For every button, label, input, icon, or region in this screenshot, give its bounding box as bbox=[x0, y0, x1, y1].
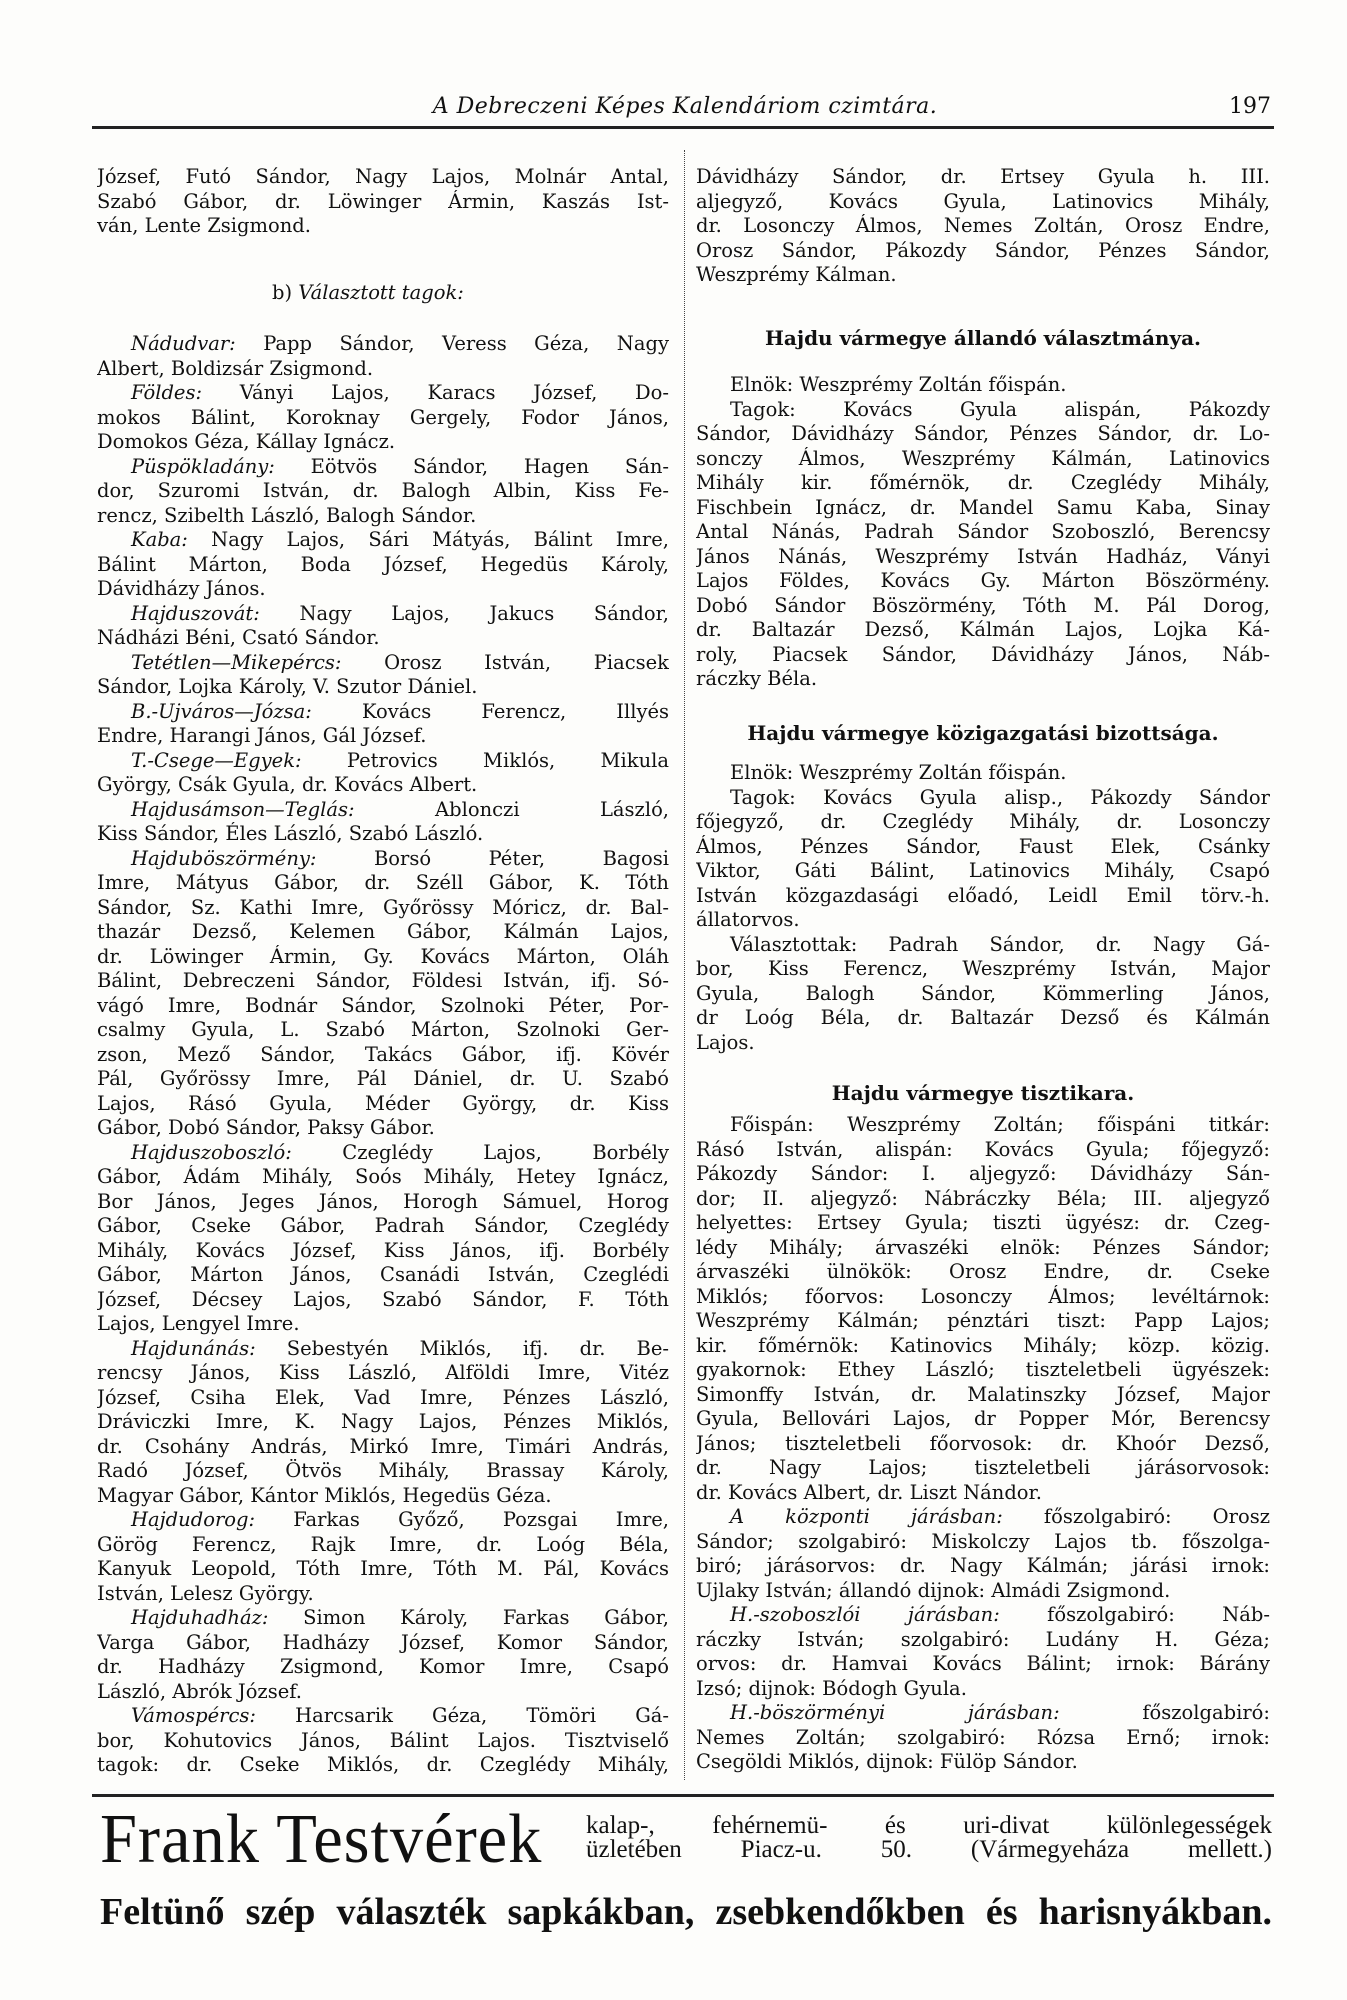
subheading-prefix: b) bbox=[272, 281, 293, 304]
line-text: aljegyző, Kovács Gyula, Latinovics Mihály, bbox=[696, 189, 1270, 213]
entry-line bbox=[97, 945, 669, 970]
line-text: János; tiszteletbeli főorvosok: dr. Khoór Dezső, bbox=[696, 1431, 1270, 1455]
entry-label: Vámospércs: bbox=[131, 1704, 256, 1727]
line-text: Lajos, Lengyel Imre. bbox=[97, 1312, 300, 1335]
line-text: Padrah Sándor, dr. Nagy Gá- bbox=[888, 932, 1270, 956]
entry-label: Elnök: bbox=[730, 373, 794, 396]
entry-line bbox=[696, 1677, 1270, 1702]
line-text: dr. Losonczy Álmos, Nemes Zoltán, Orosz Endre, bbox=[696, 214, 1270, 237]
line-text: Weszprémy Kálman. bbox=[696, 263, 897, 286]
entry-label: Földes: bbox=[131, 381, 203, 404]
line-text: Gábor, Dobó Sándor, Paksy Gábor. bbox=[97, 1116, 435, 1139]
entry-line bbox=[696, 884, 1270, 909]
entry-line bbox=[696, 643, 1270, 668]
entry-label: Tetétlen—Mikepércs: bbox=[131, 650, 342, 674]
entry-line bbox=[97, 675, 669, 700]
text-line bbox=[97, 165, 669, 190]
line-text: dr. Löwinger Ármin, Gy. Kovács Márton, Oláh bbox=[97, 944, 669, 968]
advert-line-1: kalap-, fehérnemü- és uri-divat különlegességek bbox=[586, 1812, 1272, 1839]
line-text: Viktor, Gáti Bálint, Latinovics Mihály, Csapó bbox=[696, 859, 1270, 882]
line-text: Lajos. bbox=[696, 1030, 755, 1054]
entry-line bbox=[696, 1432, 1270, 1457]
line-text: Lajos, Rásó Gyula, Méder György, dr. Kiss bbox=[97, 1091, 669, 1115]
line-text: Ablonczi László, bbox=[435, 797, 669, 821]
entry-label: Hajdusámson—Teglás: bbox=[131, 797, 355, 821]
line-text: Izsó; dijnok: Bódogh Gyula. bbox=[696, 1676, 967, 1700]
advert-tagline: Feltünő szép választék sapkákban, zsebkendőkben és harisnyákban. bbox=[100, 1891, 1272, 1933]
entry-line bbox=[696, 957, 1270, 982]
line-text: István, Lelesz György. bbox=[97, 1581, 314, 1605]
line-text: helyettes: Ertsey Gyula; tiszti ügyész: dr. Czeg- bbox=[696, 1211, 1270, 1234]
entry-label: Elnök: bbox=[730, 761, 794, 784]
line-text: Szabó Gábor, dr. Löwinger Ármin, Kaszás Ist- bbox=[97, 189, 669, 213]
entry-first-line bbox=[97, 332, 669, 357]
line-text: József, Futó Sándor, Nagy Lajos, Molnár Antal, bbox=[97, 165, 669, 188]
entry-first-line bbox=[696, 398, 1270, 423]
entry-line bbox=[696, 520, 1270, 545]
line-text: Ujlaky István; állandó dijnok: Almádi Zsigmond. bbox=[696, 1578, 1171, 1602]
advert-rule bbox=[92, 1794, 1274, 1797]
line-text: Kovács Gyula alispán, Pákozdy bbox=[843, 397, 1270, 421]
entry-line bbox=[97, 969, 669, 994]
entry-line bbox=[97, 1067, 669, 1092]
line-text: bor, Kiss Ferencz, Weszprémy István, Major bbox=[696, 957, 1270, 980]
line-text: Bor János, Jeges János, Horogh Sámuel, Horog bbox=[97, 1189, 669, 1213]
line-text: József, Décsey Lajos, Szabó Sándor, F. Tóth bbox=[97, 1287, 669, 1311]
entry-line bbox=[97, 1557, 669, 1582]
line-text: Weszprémy Kálmán; pénztári tiszt: Papp Lajos; bbox=[696, 1309, 1270, 1332]
entry-line bbox=[97, 357, 669, 382]
line-text: Simon Károly, Farkas Gábor, bbox=[303, 1606, 669, 1629]
entry-first-line bbox=[97, 798, 669, 823]
line-text: Czeglédy Lajos, Borbély bbox=[342, 1140, 669, 1164]
subheading-title: Választott tagok: bbox=[298, 281, 464, 304]
entry-line bbox=[696, 982, 1270, 1007]
entry-line bbox=[97, 1312, 669, 1337]
entry-line bbox=[696, 1285, 1270, 1310]
line-text: Miklós; főorvos: Losonczy Álmos; levéltárnok: bbox=[696, 1284, 1270, 1308]
section-heading-administrative-committee: Hajdu vármegye közigazgatási bizottsága. bbox=[747, 721, 1219, 745]
entry-line bbox=[696, 1031, 1270, 1056]
entry-line bbox=[696, 1530, 1270, 1555]
line-text: dr. Csohány András, Mirkó Imre, Timári András, bbox=[97, 1434, 669, 1458]
entry-first-line bbox=[97, 1337, 669, 1362]
entry-line bbox=[696, 1628, 1270, 1653]
line-text: dr. Nagy Lajos; tiszteletbeli járásorvosok: bbox=[696, 1456, 1270, 1479]
line-text: árvaszéki ülnökök: Orosz Endre, dr. Cseke bbox=[696, 1260, 1270, 1283]
text-line bbox=[696, 214, 1270, 239]
line-text: Antal Nánás, Padrah Sándor Szoboszló, Berencsy bbox=[696, 520, 1270, 543]
line-text: Weszprémy Zoltán; főispáni titkár: bbox=[847, 1113, 1270, 1136]
entry-line bbox=[97, 406, 669, 431]
line-text: Nádházi Béni, Csató Sándor. bbox=[97, 626, 380, 649]
line-text: Ványi Lajos, Karacs József, Do- bbox=[239, 381, 669, 404]
line-text: Magyar Gábor, Kántor Miklós, Hegedüs Géza. bbox=[97, 1483, 552, 1507]
line-text: Dávidházy Sándor, dr. Ertsey Gyula h. III. bbox=[696, 165, 1270, 188]
entry-line bbox=[696, 667, 1270, 692]
entry-line bbox=[696, 1481, 1270, 1506]
line-text: gyakornok: Ethey László; tiszteletbeli ügyészek: bbox=[696, 1358, 1270, 1381]
entry-line bbox=[696, 569, 1270, 594]
entry-first-line bbox=[696, 373, 1270, 398]
advert-line-2: üzletében Piacz-u. 50. (Vármegyeháza mellett.) bbox=[586, 1836, 1272, 1863]
entry-line bbox=[696, 1260, 1270, 1285]
line-text: Bálint Márton, Boda József, Hegedüs Károly, bbox=[97, 552, 669, 576]
line-text: biró; járásorvos: dr. Nagy Kálmán; járási irnok: bbox=[696, 1554, 1270, 1577]
entry-line bbox=[696, 1358, 1270, 1383]
administrative-committee-entries bbox=[696, 761, 1270, 1055]
line-text: dor, Szuromi István, dr. Balogh Albin, Kiss Fe- bbox=[97, 479, 669, 502]
line-text: Görög Ferencz, Rajk Imre, dr. Loóg Béla, bbox=[97, 1532, 669, 1556]
entry-first-line bbox=[97, 455, 669, 480]
line-text: Nagy Lajos, Sári Mátyás, Bálint Imre, bbox=[211, 528, 669, 551]
entry-label: B.-Ujváros—Józsa: bbox=[131, 699, 312, 723]
entry-label: A központi járásban: bbox=[730, 1505, 1003, 1528]
entry-first-line bbox=[97, 1141, 669, 1166]
entry-label: Hajduszoboszló: bbox=[131, 1140, 292, 1164]
entry-line bbox=[696, 594, 1270, 619]
entry-line bbox=[696, 1334, 1270, 1359]
line-text: Nemes Zoltán; szolgabiró: Rózsa Ernő; irnok: bbox=[696, 1725, 1270, 1749]
text-line bbox=[97, 214, 669, 239]
entry-line bbox=[97, 1582, 669, 1607]
entry-line bbox=[97, 1361, 669, 1386]
entry-first-line bbox=[696, 933, 1270, 958]
line-text: dr. Baltazár Dezső, Kálmán Lajos, Lojka Ká- bbox=[696, 618, 1270, 641]
entry-first-line bbox=[696, 1505, 1270, 1530]
line-text: Gyula, Bellovári Lajos, dr Popper Mór, Berencsy bbox=[696, 1407, 1270, 1430]
text-line bbox=[696, 263, 1270, 288]
line-text: Pál, Győrössy Imre, Pál Dániel, dr. U. Szabó bbox=[97, 1067, 669, 1090]
entry-line bbox=[97, 1092, 669, 1117]
line-text: Nagy Lajos, Jakucs Sándor, bbox=[299, 601, 669, 625]
line-text: Csegöldi Miklós, dijnok: Fülöp Sándor. bbox=[696, 1750, 1078, 1773]
line-text: ván, Lente Zsigmond. bbox=[97, 214, 311, 237]
entry-line bbox=[97, 553, 669, 578]
entry-line bbox=[97, 1655, 669, 1680]
line-text: Endre, Harangi János, Gál József. bbox=[97, 724, 427, 747]
entry-line bbox=[696, 1187, 1270, 1212]
entry-line bbox=[696, 859, 1270, 884]
entry-line bbox=[97, 504, 669, 529]
standing-committee-entries bbox=[696, 373, 1270, 692]
entry-line bbox=[97, 724, 669, 749]
entry-line bbox=[696, 1579, 1270, 1604]
line-text: Kiss Sándor, Éles László, Szabó László. bbox=[97, 822, 484, 845]
line-text: Orosz István, Piacsek bbox=[384, 650, 669, 674]
entry-line bbox=[97, 1533, 669, 1558]
entry-label: Püspökladány: bbox=[131, 454, 275, 478]
entry-label: Választottak: bbox=[730, 932, 858, 956]
line-text: Weszprémy Zoltán főispán. bbox=[799, 373, 1067, 396]
entry-line bbox=[97, 1410, 669, 1435]
line-text: István közgazdasági előadó, Leidl Emil törv.-h. bbox=[696, 883, 1270, 907]
entry-line bbox=[696, 1554, 1270, 1579]
line-text: Mihály kir. főmérnök, dr. Czeglédy Mihály, bbox=[696, 471, 1270, 494]
entry-first-line bbox=[97, 749, 669, 774]
line-text: kir. főmérnök: Katinovics Mihály; közp. közig. bbox=[696, 1333, 1270, 1357]
line-text: Weszprémy Zoltán főispán. bbox=[799, 761, 1067, 784]
line-text: László, Abrók József. bbox=[97, 1679, 302, 1703]
line-text: tagok: dr. Cseke Miklós, dr. Czeglédy Mihály, bbox=[97, 1753, 669, 1776]
text-line bbox=[696, 190, 1270, 215]
entry-line bbox=[97, 1190, 669, 1215]
line-text: Simonffy István, dr. Malatinszky József, Major bbox=[696, 1382, 1270, 1406]
entry-line bbox=[97, 1165, 669, 1190]
entry-first-line bbox=[696, 786, 1270, 811]
line-text: János Nánás, Weszprémy István Hadház, Ványi bbox=[696, 544, 1270, 568]
line-text: Harcsarik Géza, Tömöri Gá- bbox=[295, 1704, 669, 1727]
column-divider bbox=[684, 150, 685, 1780]
entry-line bbox=[97, 1729, 669, 1754]
left-intro-paragraph bbox=[97, 165, 669, 239]
entry-line bbox=[97, 1631, 669, 1656]
entry-line bbox=[696, 1211, 1270, 1236]
entry-line bbox=[97, 626, 669, 651]
line-text: állatorvos. bbox=[696, 908, 800, 931]
line-text: Dráviczki Imre, K. Nagy Lajos, Pénzes Miklós, bbox=[97, 1410, 669, 1433]
entry-line bbox=[696, 1309, 1270, 1334]
line-text: Fischbein Ignácz, dr. Mandel Samu Kaba, Sinay bbox=[696, 495, 1270, 519]
line-text: főjegyző, dr. Czeglédy Mihály, dr. Losonczy bbox=[696, 810, 1270, 833]
line-text: György, Csák Gyula, dr. Kovács Albert. bbox=[97, 773, 478, 796]
entry-label: Tagok: bbox=[730, 785, 796, 809]
line-text: dor; II. aljegyző: Nábráczky Béla; III. aljegyző bbox=[696, 1186, 1270, 1210]
line-text: Sebestyén Miklós, ifj. dr. Be- bbox=[286, 1336, 669, 1360]
line-text: thazár Dezső, Kelemen Gábor, Kálmán Lajos, bbox=[97, 920, 669, 943]
line-text: Imre, Mátyus Gábor, dr. Széll Gábor, K. Tóth bbox=[97, 871, 669, 894]
entry-label: H.-szoboszlói járásban: bbox=[730, 1603, 1000, 1626]
text-line bbox=[696, 239, 1270, 264]
entry-line bbox=[97, 1239, 669, 1264]
line-text: mokos Bálint, Koroknay Gergely, Fodor János, bbox=[97, 405, 669, 429]
entry-line bbox=[97, 1116, 669, 1141]
line-text: lédy Mihály; árvaszéki elnök: Pénzes Sándor; bbox=[696, 1235, 1270, 1259]
subheading-elected-members bbox=[272, 281, 464, 306]
entry-line bbox=[696, 545, 1270, 570]
entry-line bbox=[97, 1484, 669, 1509]
line-text: zson, Mező Sándor, Takács Gábor, ifj. Kövér bbox=[97, 1042, 669, 1066]
line-text: Mihály, Kovács József, Kiss János, ifj. Borbély bbox=[97, 1238, 669, 1262]
entry-first-line bbox=[97, 1508, 669, 1533]
entry-line bbox=[696, 1236, 1270, 1261]
line-text: Albert, Boldizsár Zsigmond. bbox=[97, 356, 374, 380]
entry-line bbox=[97, 479, 669, 504]
section-heading-standing-committee: Hajdu vármegye állandó választmánya. bbox=[764, 326, 1201, 350]
line-text: József, Csiha Elek, Vad Imre, Pénzes László, bbox=[97, 1385, 669, 1409]
entry-first-line bbox=[97, 528, 669, 553]
line-text: dr. Kovács Albert, dr. Liszt Nándor. bbox=[696, 1480, 1042, 1504]
line-text: Dobó Sándor Böszörmény, Tóth M. Pál Dorog, bbox=[696, 593, 1270, 617]
line-text: sonczy Álmos, Weszprémy Kálmán, Latinovics bbox=[696, 446, 1270, 470]
entry-line bbox=[696, 1138, 1270, 1163]
entry-line bbox=[97, 1680, 669, 1705]
entry-first-line bbox=[97, 1704, 669, 1729]
line-text: Sándor; szolgabiró: Miskolczy Lajos tb. főszolga- bbox=[696, 1529, 1270, 1553]
entry-first-line bbox=[97, 700, 669, 725]
entry-line bbox=[97, 1214, 669, 1239]
entry-line bbox=[97, 430, 669, 455]
line-text: Papp Sándor, Veress Géza, Nagy bbox=[263, 332, 669, 355]
page-number: 197 bbox=[1229, 94, 1271, 119]
entry-line bbox=[97, 1018, 669, 1043]
entry-first-line bbox=[97, 602, 669, 627]
entry-line bbox=[696, 1006, 1270, 1031]
line-text: Sándor, Lojka Károly, V. Szutor Dániel. bbox=[97, 675, 478, 698]
entry-line bbox=[97, 577, 669, 602]
line-text: bor, Kohutovics János, Bálint Lajos. Tisztviselő bbox=[97, 1728, 669, 1752]
entry-line bbox=[97, 871, 669, 896]
line-text: Eötvös Sándor, Hagen Sán- bbox=[310, 454, 669, 478]
line-text: Radó József, Ötvös Mihály, Brassay Károly, bbox=[97, 1459, 669, 1482]
line-text: Lajos Földes, Kovács Gy. Márton Böszörmény. bbox=[696, 569, 1270, 592]
line-text: Dávidházy János. bbox=[97, 577, 266, 600]
line-text: vágó Imre, Bodnár Sándor, Szolnoki Péter, Por- bbox=[97, 993, 669, 1017]
running-header-title: A Debreczeni Képes Kalendáriom czimtára. bbox=[432, 94, 938, 119]
entry-line bbox=[97, 1386, 669, 1411]
entry-line bbox=[696, 471, 1270, 496]
advert-info bbox=[586, 1814, 1272, 1862]
line-text: Pákozdy Sándor: I. aljegyző: Dávidházy Sán- bbox=[696, 1162, 1270, 1185]
line-text: Orosz Sándor, Pákozdy Sándor, Pénzes Sándor, bbox=[696, 238, 1270, 262]
line-text: dr. Hadházy Zsigmond, Komor Imre, Csapó bbox=[97, 1655, 669, 1678]
text-line bbox=[97, 190, 669, 215]
entry-label: Hajdunánás: bbox=[131, 1336, 256, 1360]
entry-line bbox=[696, 1652, 1270, 1677]
entry-line bbox=[97, 822, 669, 847]
officials-entries bbox=[696, 1113, 1270, 1775]
entry-line bbox=[696, 835, 1270, 860]
entry-label: Főispán: bbox=[730, 1113, 814, 1136]
entry-line bbox=[696, 1407, 1270, 1432]
header-rule bbox=[92, 126, 1274, 129]
entry-line bbox=[696, 618, 1270, 643]
entry-line bbox=[97, 1043, 669, 1068]
line-text: Varga Gábor, Hadházy József, Komor Sándor, bbox=[97, 1630, 669, 1654]
entry-line bbox=[696, 810, 1270, 835]
entry-line bbox=[696, 1726, 1270, 1751]
entry-label: Nádudvar: bbox=[131, 332, 236, 355]
line-text: Bálint, Debreczeni Sándor, Földesi István, ifj. Só- bbox=[97, 969, 669, 992]
entry-line bbox=[97, 896, 669, 921]
line-text: Borsó Péter, Bagosi bbox=[373, 846, 669, 870]
entry-first-line bbox=[696, 1603, 1270, 1628]
line-text: roly, Piacsek Sándor, Dávidházy János, Náb- bbox=[696, 642, 1270, 666]
entry-label: Hajduböszörmény: bbox=[131, 846, 317, 870]
entry-line bbox=[97, 1263, 669, 1288]
line-text: főszolgabiró: bbox=[1142, 1701, 1270, 1724]
line-text: ráczky Béla. bbox=[696, 667, 818, 690]
line-text: orvos: dr. Hamvai Kovács Bálint; irnok: Bárány bbox=[696, 1652, 1270, 1675]
line-text: Gábor, Cseke Gábor, Padrah Sándor, Czeglédy bbox=[97, 1214, 669, 1237]
entry-line bbox=[97, 1753, 669, 1778]
entry-line bbox=[97, 1459, 669, 1484]
line-text: Sándor, Sz. Kathi Imre, Győrössy Móricz, dr. Bal- bbox=[97, 895, 669, 919]
entry-label: Hajdudorog: bbox=[131, 1508, 256, 1531]
entry-line bbox=[97, 920, 669, 945]
entry-line bbox=[696, 1162, 1270, 1187]
line-text: Farkas Győző, Pozsgai Imre, bbox=[293, 1508, 669, 1531]
entry-label: Hajduhadház: bbox=[131, 1606, 269, 1629]
entry-line bbox=[696, 422, 1270, 447]
left-column-entries bbox=[97, 332, 669, 1778]
line-text: Álmos, Pénzes Sándor, Faust Elek, Csánky bbox=[696, 834, 1270, 858]
section-heading-officials: Hajdu vármegye tisztikara. bbox=[831, 1081, 1135, 1105]
line-text: dr Loóg Béla, dr. Baltazár Dezső és Kálmán bbox=[696, 1006, 1270, 1029]
entry-line bbox=[696, 1456, 1270, 1481]
entry-label: Hajduszovát: bbox=[131, 601, 260, 625]
line-text: Gyula, Balogh Sándor, Kömmerling János, bbox=[696, 981, 1270, 1005]
entry-first-line bbox=[97, 1606, 669, 1631]
entry-line bbox=[97, 994, 669, 1019]
line-text: Kovács Gyula alisp., Pákozdy Sándor bbox=[823, 785, 1270, 809]
text-line bbox=[696, 165, 1270, 190]
line-text: ráczky István; szolgabiró: Ludány H. Géza; bbox=[696, 1627, 1270, 1651]
line-text: főszolgabiró: Náb- bbox=[1047, 1603, 1270, 1626]
entry-line bbox=[696, 496, 1270, 521]
entry-line bbox=[97, 1288, 669, 1313]
line-text: Sándor, Dávidházy Sándor, Pénzes Sándor, dr. Lo- bbox=[696, 422, 1270, 445]
line-text: rencz, Szibelth László, Balogh Sándor. bbox=[97, 503, 477, 527]
line-text: Rásó István, alispán: Kovács Gyula; főjegyző: bbox=[696, 1137, 1270, 1161]
line-text: Petrovics Miklós, Mikula bbox=[346, 748, 669, 772]
line-text: rencsy János, Kiss László, Alföldi Imre, Vitéz bbox=[97, 1361, 669, 1384]
entry-first-line bbox=[97, 651, 669, 676]
entry-line bbox=[696, 1750, 1270, 1775]
line-text: Domokos Géza, Kállay Ignácz. bbox=[97, 430, 396, 453]
entry-label: H.-böszörményi járásban: bbox=[730, 1701, 1060, 1724]
entry-first-line bbox=[696, 1701, 1270, 1726]
entry-label: Tagok: bbox=[730, 397, 796, 421]
entry-line bbox=[696, 908, 1270, 933]
line-text: főszolgabiró: Orosz bbox=[1043, 1505, 1270, 1528]
line-text: Gábor, Márton János, Csanádi István, Czeglédi bbox=[97, 1263, 669, 1286]
entry-line bbox=[97, 773, 669, 798]
line-text: Kovács Ferencz, Illyés bbox=[361, 699, 669, 723]
line-text: csalmy Gyula, L. Szabó Márton, Szolnoki Ger- bbox=[97, 1018, 669, 1041]
entry-first-line bbox=[97, 847, 669, 872]
line-text: Gábor, Ádám Mihály, Soós Mihály, Hetey Ignácz, bbox=[97, 1165, 669, 1188]
entry-line bbox=[97, 1435, 669, 1460]
entry-first-line bbox=[97, 381, 669, 406]
right-intro-paragraph bbox=[696, 165, 1270, 288]
entry-line bbox=[696, 447, 1270, 472]
entry-first-line bbox=[696, 1113, 1270, 1138]
entry-line bbox=[696, 1383, 1270, 1408]
line-text: Kanyuk Leopold, Tóth Imre, Tóth M. Pál, Kovács bbox=[97, 1557, 669, 1580]
entry-first-line bbox=[696, 761, 1270, 786]
entry-label: T.-Csege—Egyek: bbox=[131, 748, 302, 772]
advert-brand: Frank Testvérek bbox=[100, 1801, 543, 1878]
entry-label: Kaba: bbox=[131, 528, 188, 551]
